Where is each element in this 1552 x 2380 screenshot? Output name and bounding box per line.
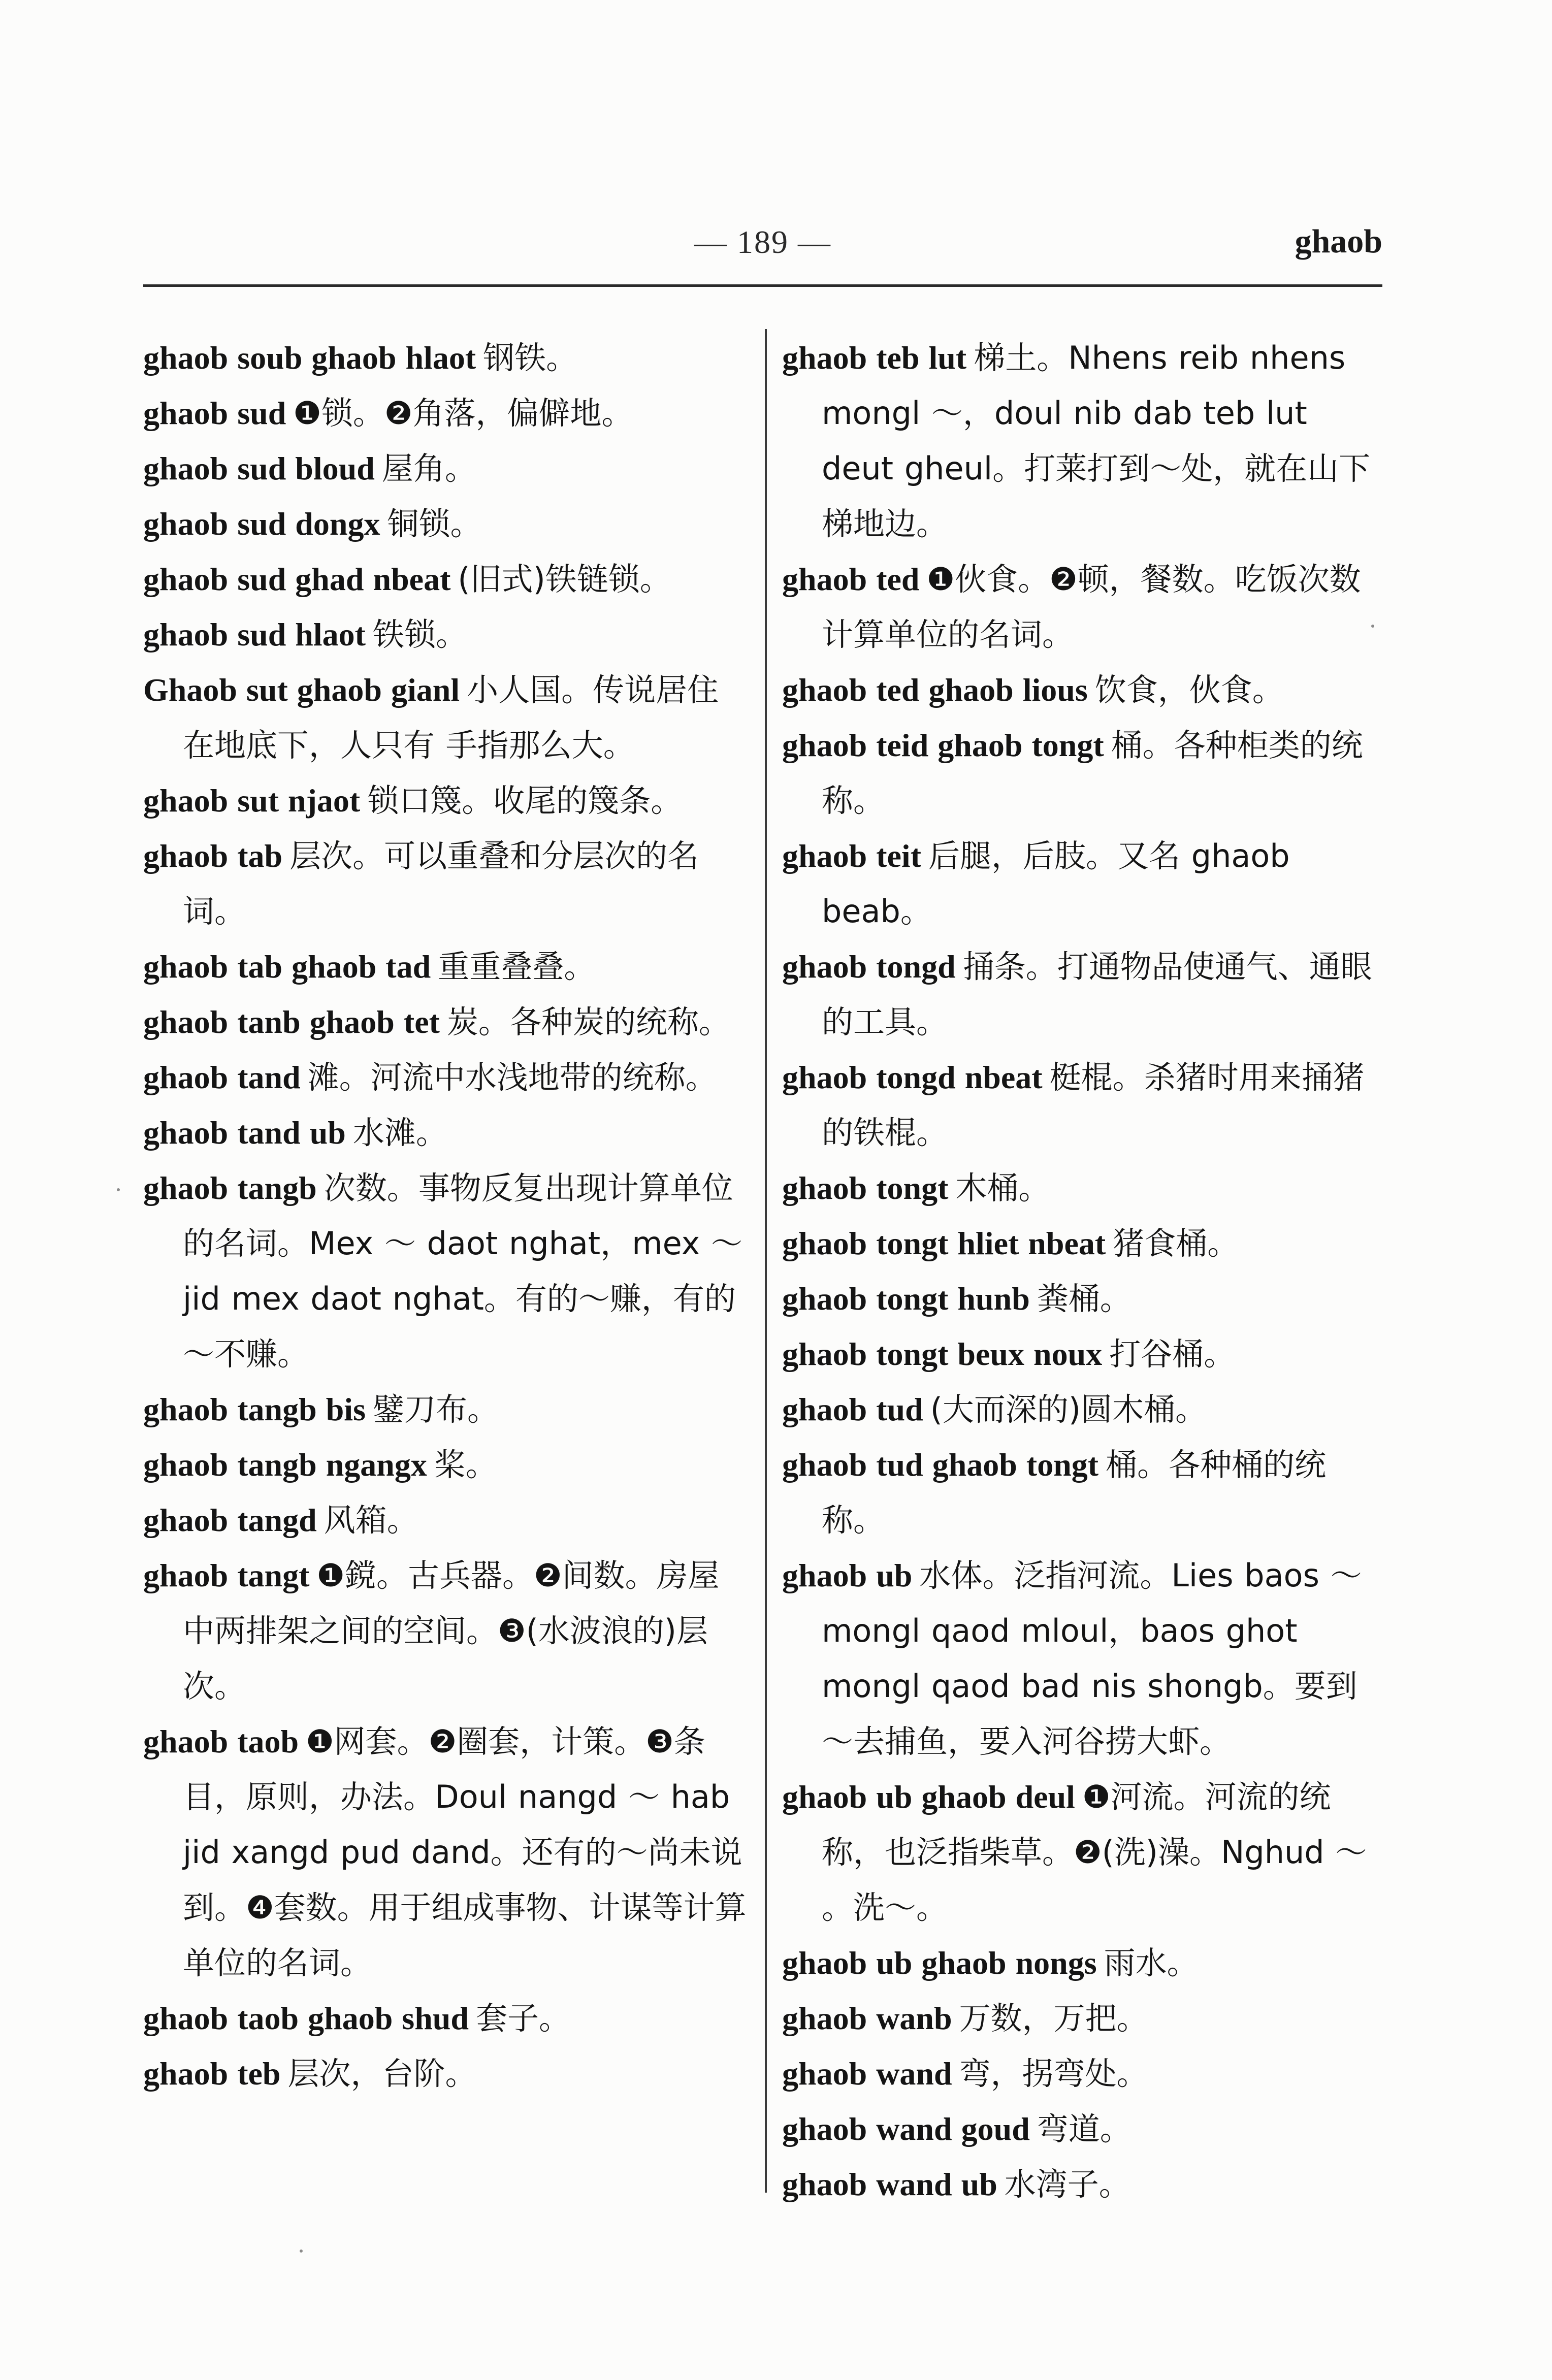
entry-definition: 铁锁。 [372, 616, 467, 653]
entry-definition: 重重叠叠。 [438, 948, 596, 985]
dictionary-entry [782, 2157, 1386, 2212]
entry-definition: 捅条。打通物品使通气、通眼的工具。 [822, 948, 1372, 1040]
entry-headword: ghaob ub [782, 1557, 913, 1593]
entry-definition: ❶网套。❷圈套，计策。❸条目，原则，办法。Doul nangd ～ hab jid xangd pud dand。还有的～尚未说到。❹套数。用于组成事物、计谋等计算单位的名词。 [183, 1723, 747, 1981]
entry-headword: ghaob tanb ghaob tet [143, 1004, 440, 1040]
dictionary-entry [782, 1216, 1386, 1271]
entry-headword: ghaob tand ub [143, 1115, 346, 1151]
dictionary-entry [782, 1935, 1386, 1991]
entry-headword: ghaob tangd [143, 1502, 317, 1538]
dictionary-entry [143, 385, 748, 441]
entry-definition: 层次。可以重叠和分层次的名词。 [183, 837, 699, 930]
entry-headword: ghaob tongt beux noux [782, 1336, 1103, 1372]
entry-definition: 层次，台阶。 [287, 2055, 477, 2092]
entry-headword: ghaob wand goud [782, 2111, 1030, 2147]
entry-definition: 滩。河流中水浅地带的统称。 [307, 1059, 717, 1096]
dictionary-entry [782, 1050, 1386, 1160]
entry-definition: 桶。各种柜类的统称。 [822, 727, 1363, 819]
dictionary-entry [143, 828, 748, 939]
entry-headword: ghaob ub ghaob nongs [782, 1945, 1097, 1981]
entry-headword: ghaob tab [143, 838, 283, 874]
entry-definition: (大而深的)圆木桶。 [930, 1391, 1207, 1428]
scan-speck [1371, 625, 1374, 628]
entry-headword: ghaob teb lut [782, 340, 967, 376]
entry-definition: 弯道。 [1037, 2110, 1131, 2147]
dictionary-entry [143, 607, 748, 662]
column-divider [765, 329, 767, 2193]
entry-headword: ghaob tongd [782, 949, 956, 985]
entry-headword: ghaob tongt hunb [782, 1281, 1030, 1317]
entry-headword: ghaob sud bloud [143, 450, 375, 486]
dictionary-entry [782, 551, 1386, 662]
left-column [143, 330, 748, 2101]
scan-speck [117, 1188, 120, 1191]
entry-headword: ghaob tangb [143, 1170, 317, 1206]
entry-headword: ghaob teid ghaob tongt [782, 727, 1104, 763]
entry-definition: 水湾子。 [1004, 2166, 1130, 2203]
dictionary-entry [782, 1548, 1386, 1769]
dictionary-entry [143, 1050, 748, 1105]
dictionary-entry [143, 441, 748, 496]
entry-headword: ghaob teit [782, 838, 921, 874]
running-head: ghaob [1295, 223, 1382, 260]
entry-definition: 粪桶。 [1037, 1280, 1131, 1317]
entry-headword: ghaob tongd nbeat [782, 1059, 1043, 1095]
entry-definition: 屋角。 [381, 450, 476, 487]
entry-headword: ghaob wand [782, 2056, 952, 2092]
entry-definition: 打谷桶。 [1109, 1335, 1236, 1373]
entry-headword: ghaob tud ghaob tongt [782, 1447, 1099, 1483]
dictionary-entry [143, 1160, 748, 1382]
entry-headword: ghaob tangt [143, 1557, 310, 1593]
entry-definition: 钢铁。 [483, 339, 578, 376]
dictionary-entry [782, 1769, 1386, 1935]
dictionary-entry [782, 330, 1386, 551]
page-number: — 189 — [694, 224, 831, 260]
entry-headword: ghaob sud [143, 395, 286, 431]
dictionary-entry [143, 551, 748, 607]
entry-definition: 炭。各种炭的统称。 [446, 1003, 730, 1040]
entry-definition: 水滩。 [352, 1114, 447, 1151]
dictionary-entry [782, 1382, 1386, 1437]
entry-definition: 梯土。Nhens reib nhens mongl ～，doul nib dab teb lut deut gheul。打莱打到～处，就在山下梯地边。 [822, 339, 1371, 542]
dictionary-entry [782, 662, 1386, 718]
dictionary-entry [143, 994, 748, 1050]
entry-headword: ghaob ub ghaob deul [782, 1779, 1075, 1815]
dictionary-entry [143, 2046, 748, 2101]
entry-definition: 桨。 [434, 1446, 497, 1483]
entry-definition: 风箱。 [324, 1502, 418, 1539]
dictionary-entry [143, 1714, 748, 1991]
entry-definition: 弯，拐弯处。 [959, 2055, 1148, 2092]
entry-headword: ghaob sud hlaot [143, 616, 366, 653]
dictionary-entry [782, 1271, 1386, 1326]
dictionary-entry [143, 662, 748, 773]
entry-definition: 梃棍。杀猪时用来捅猪的铁棍。 [822, 1059, 1365, 1151]
entry-headword: ghaob tongt [782, 1170, 949, 1206]
dictionary-entry [143, 1492, 748, 1548]
dictionary-entry [143, 1437, 748, 1492]
entry-headword: ghaob wand ub [782, 2166, 997, 2202]
entry-definition: 万数，万把。 [959, 2000, 1148, 2037]
entry-headword: ghaob sud dongx [143, 506, 380, 542]
entry-definition: 木桶。 [955, 1169, 1050, 1207]
entry-definition: 桶。各种桶的统称。 [822, 1446, 1327, 1539]
entry-headword: ghaob ted ghaob lious [782, 672, 1088, 708]
entry-definition: ❶河流。河流的统称，也泛指柴草。❷(洗)澡。Nghud ～ 。洗～。 [822, 1778, 1367, 1926]
entry-headword: ghaob tangb bis [143, 1391, 366, 1427]
dictionary-entry [782, 1991, 1386, 2046]
dictionary-entry [143, 496, 748, 551]
entry-definition: 后腿，后肢。又名 ghaob beab。 [822, 837, 1290, 930]
entry-headword: ghaob wanb [782, 2000, 952, 2036]
dictionary-entry [782, 718, 1386, 828]
entry-definition: (旧式)铁链锁。 [458, 561, 671, 598]
dictionary-entry [782, 939, 1386, 1050]
dictionary-entry [782, 828, 1386, 939]
entry-headword: ghaob teb [143, 2056, 281, 2092]
entry-definition: 雨水。 [1104, 1944, 1199, 1981]
entry-headword: ghaob taob [143, 1723, 299, 1759]
dictionary-entry [143, 1105, 748, 1160]
right-column [782, 330, 1386, 2212]
dictionary-entry [143, 1548, 748, 1714]
dictionary-entry [143, 330, 748, 385]
entry-headword: Ghaob sut ghaob gianl [143, 672, 460, 708]
entry-headword: ghaob tud [782, 1391, 923, 1427]
entry-headword: ghaob tab ghaob tad [143, 949, 431, 985]
entry-headword: ghaob sud ghad nbeat [143, 561, 451, 597]
dictionary-entry [782, 2101, 1386, 2157]
dictionary-entry [782, 2046, 1386, 2101]
entry-definition: 水体。泛指河流。Lies baos ～ mongl qaod mloul，baos ghot mongl qaod bad nis shongb。要到～去捕鱼，要入河谷捞大虾。 [822, 1557, 1362, 1760]
entry-headword: ghaob ted [782, 561, 920, 597]
scan-speck [300, 2249, 303, 2253]
dictionary-entry [143, 1991, 748, 2046]
entry-headword: ghaob taob ghaob shud [143, 2000, 469, 2036]
dictionary-entry [782, 1326, 1386, 1382]
entry-definition: ❶锁。❷角落，偏僻地。 [293, 395, 633, 432]
entry-definition: 猪食桶。 [1113, 1225, 1239, 1262]
entry-headword: ghaob tand [143, 1059, 301, 1095]
entry-headword: ghaob sut njaot [143, 783, 361, 819]
entry-definition: 铜锁。 [387, 505, 482, 542]
dictionary-entry [782, 1437, 1386, 1548]
entry-definition: ❶伙食。❷顿，餐数。吃饭次数计算单位的名词。 [822, 561, 1361, 653]
entry-definition: 小人国。传说居住在地底下，人只有 手指那么大。 [183, 671, 719, 764]
entry-headword: ghaob soub ghaob hlaot [143, 340, 476, 376]
entry-definition: 鐾刀布。 [372, 1391, 499, 1428]
header-rule [143, 284, 1382, 287]
dictionary-entry [143, 773, 748, 828]
entry-headword: ghaob tongt hliet nbeat [782, 1225, 1106, 1261]
dictionary-entry [143, 1382, 748, 1437]
dictionary-entry [143, 939, 748, 994]
page-header [143, 213, 1382, 284]
entry-definition: 次数。事物反复出现计算单位的名词。Mex ～ daot nghat，mex ～ jid mex daot nghat。有的～赚，有的～不赚。 [183, 1169, 743, 1373]
entry-definition: ❶鎲。古兵器。❷间数。房屋中两排架之间的空间。❸(水波浪的)层次。 [183, 1557, 720, 1705]
entry-headword: ghaob tangb ngangx [143, 1447, 427, 1483]
entry-definition: 套子。 [475, 2000, 570, 2037]
entry-definition: 锁口篾。收尾的篾条。 [367, 782, 683, 819]
dictionary-entry [782, 1160, 1386, 1216]
entry-definition: 饮食，伙食。 [1094, 671, 1284, 708]
